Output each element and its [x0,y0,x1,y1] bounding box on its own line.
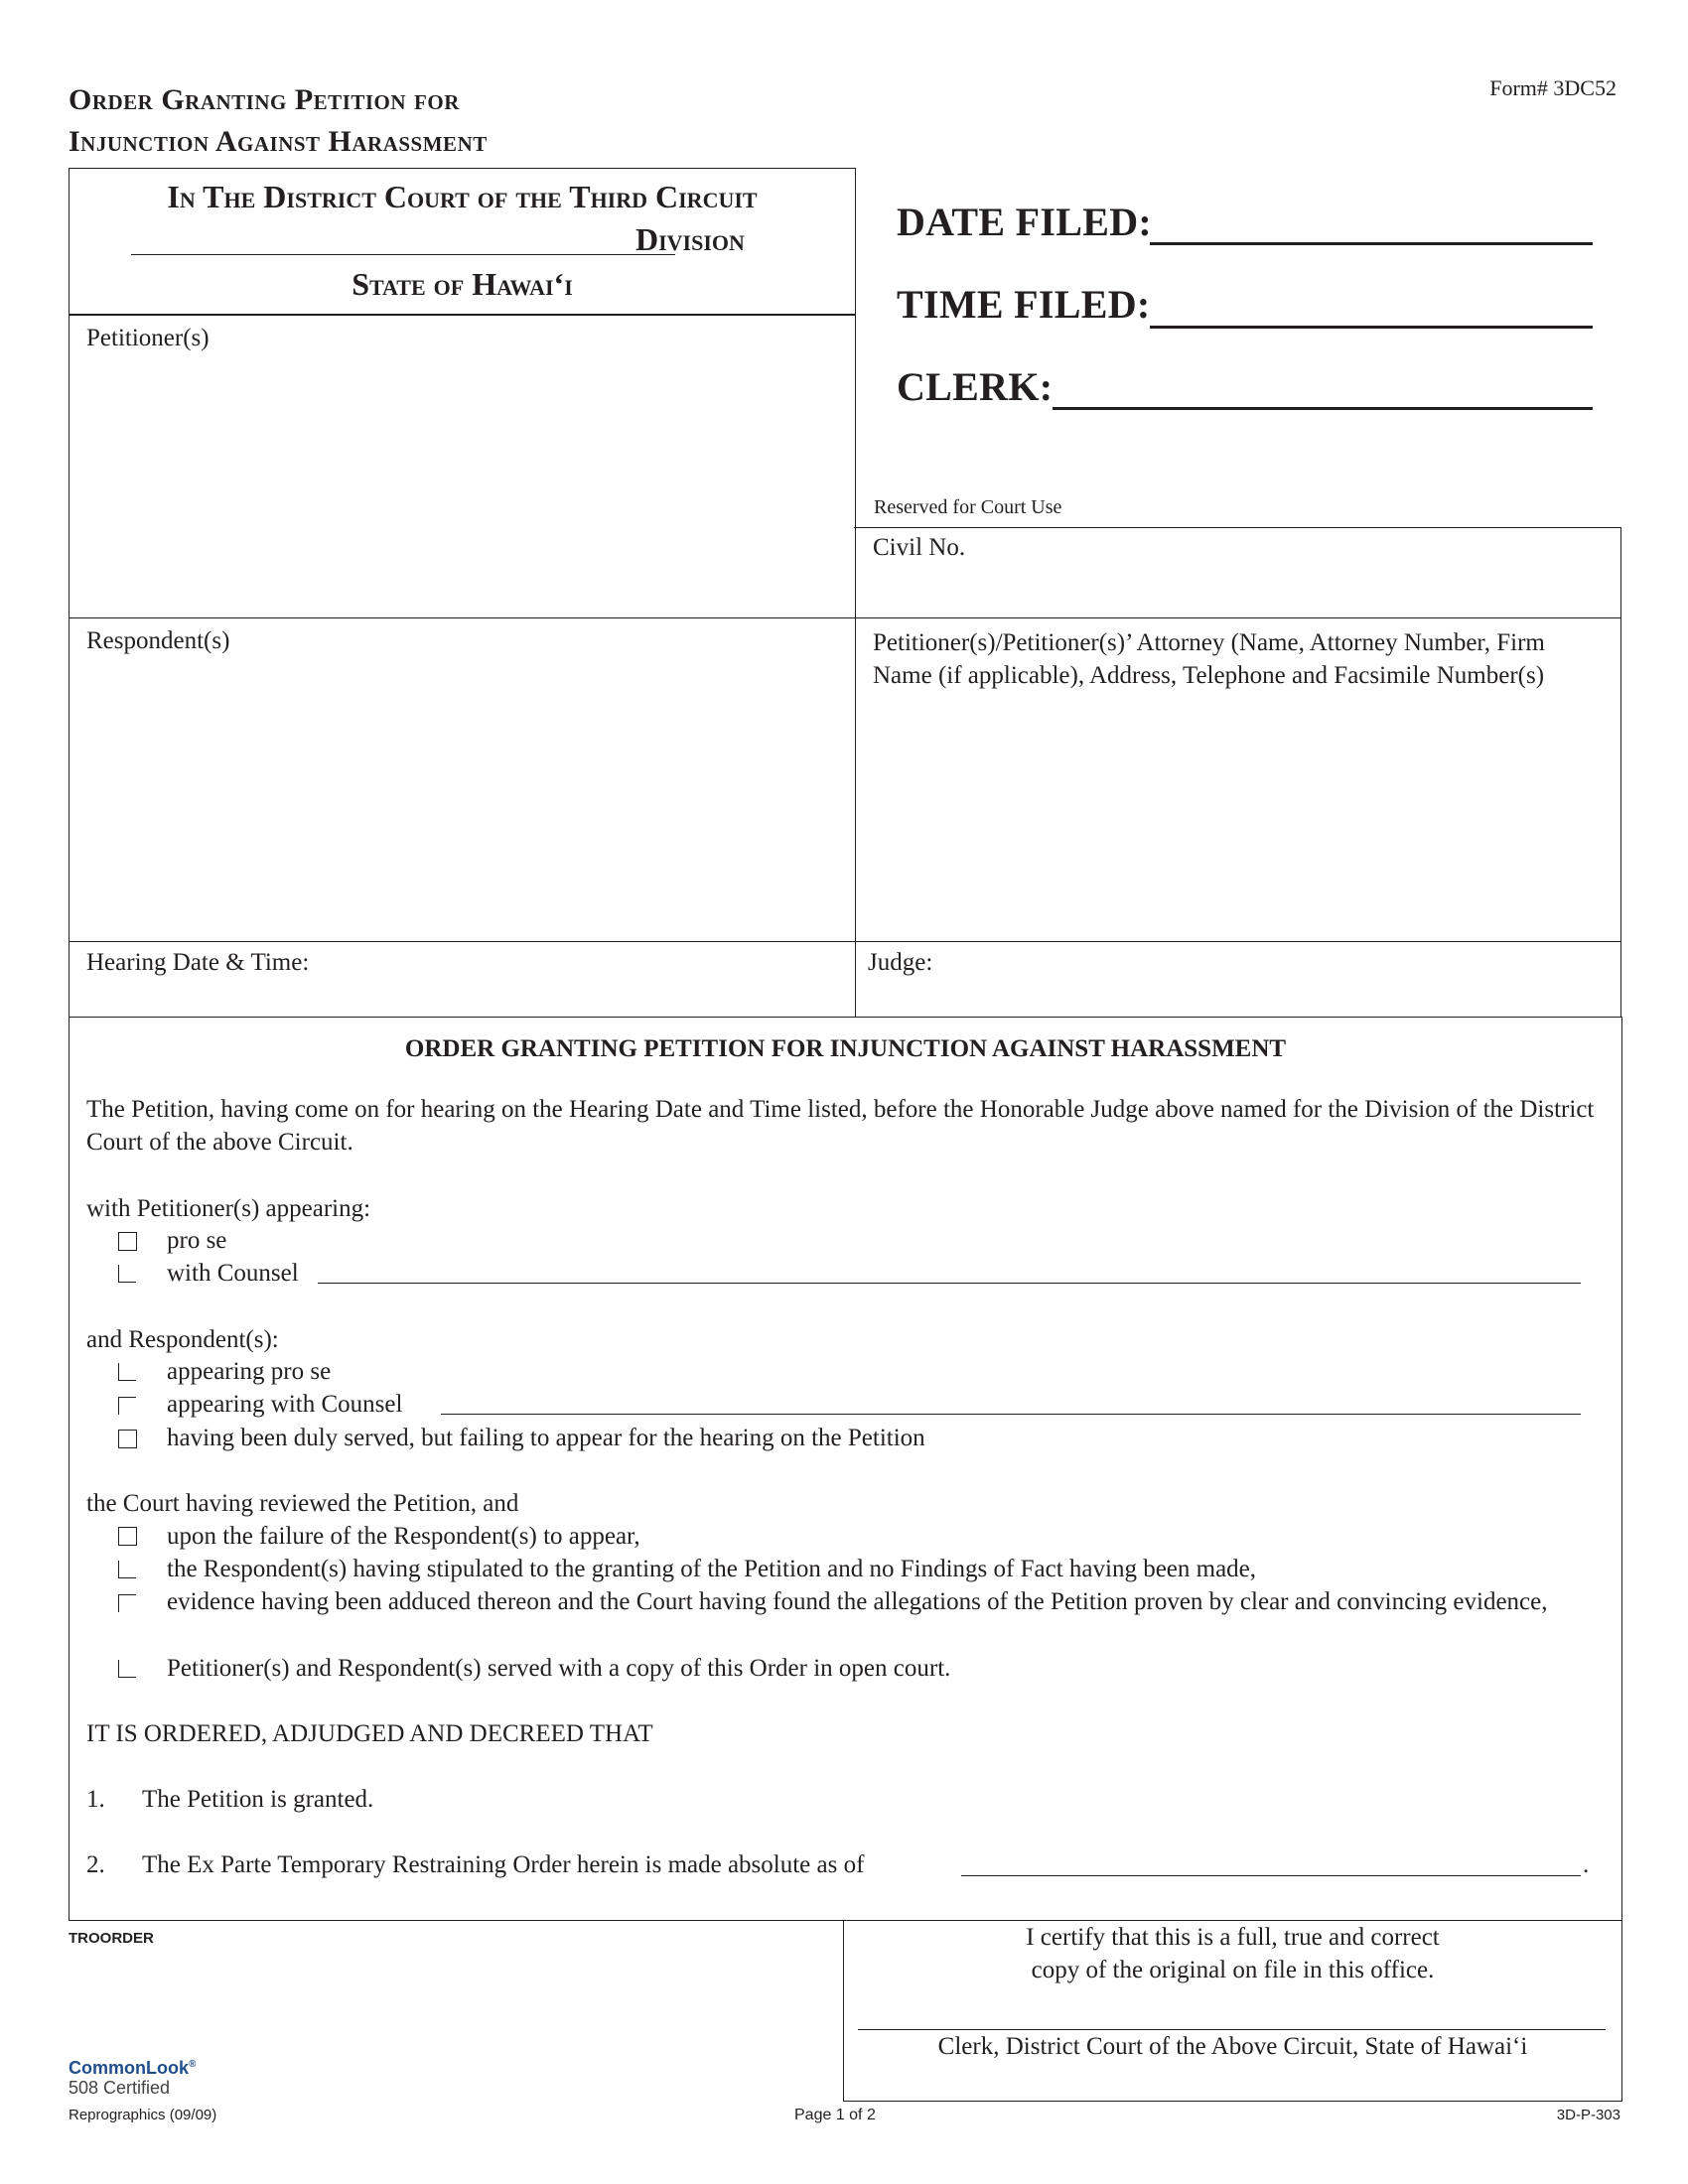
hearing-label: Hearing Date & Time: [86,949,310,976]
judge-box[interactable] [854,941,1621,1018]
attorney-box[interactable] [854,616,1621,942]
division-blank[interactable] [131,254,675,255]
with-counsel-checkbox[interactable] [118,1265,136,1283]
item-1-number: 1. [86,1786,105,1813]
reason-3-checkbox[interactable] [118,1594,136,1612]
reserved-label: Reserved for Court Use [874,496,1062,518]
respondents-label: and Respondent(s): [86,1326,279,1353]
troorder-code: TROORDER [69,1930,154,1947]
item-2-date-line[interactable] [961,1875,1581,1876]
state-name: State of Hawaiʻi [352,266,573,302]
item-1-text: The Petition is granted. [142,1786,374,1813]
date-filed-line[interactable] [1150,242,1593,245]
petitioner-appearing-label: with Petitioner(s) appearing: [86,1195,371,1222]
reprographics-label: Reprographics (09/09) [69,2107,217,2123]
form-code: 3D-P-303 [1556,2107,1620,2123]
appearing-with-counsel-line[interactable] [441,1414,1581,1415]
pro-se-checkbox[interactable] [118,1232,137,1251]
court-reviewed-label: the Court having reviewed the Petition, and [86,1490,519,1517]
order-heading: ORDER GRANTING PETITION FOR INJUNCTION AGAINST HARASSMENT [404,1035,1287,1062]
reason-1-checkbox[interactable] [118,1527,137,1546]
civil-no-label: Civil No. [873,534,966,561]
reason-4-checkbox[interactable] [118,1660,136,1678]
court-name: In The District Court of the Third Circuit [167,179,758,214]
item-2-period: . [1583,1851,1590,1878]
with-counsel-line[interactable] [318,1283,1581,1284]
item-2-text: The Ex Parte Temporary Restraining Order herein is made absolute as of [142,1851,865,1878]
certify-line-2: copy of the original on file in this office. [1031,1957,1435,1983]
with-counsel-label: with Counsel [167,1260,299,1287]
date-filed-label: DATE FILED: [897,200,1153,244]
petitioner-label: Petitioner(s) [86,325,210,351]
appearing-with-counsel-checkbox[interactable] [118,1397,136,1415]
ordered-heading: IT IS ORDERED, ADJUDGED AND DECREED THAT [86,1720,653,1747]
failing-to-appear-checkbox[interactable] [118,1430,137,1448]
registered-mark: ® [189,2059,197,2070]
reason-3-label: evidence having been adduced thereon and the Court having found the allegations of the Petition proven by clear and convincing evidence, [167,1588,1548,1615]
appearing-pro-se-checkbox[interactable] [118,1363,136,1381]
form-number: Form# 3DC52 [1489,75,1617,100]
time-filed-line[interactable] [1150,326,1593,329]
failing-to-appear-label: having been duly served, but failing to appear for the hearing on the Petition [167,1425,925,1451]
reason-2-checkbox[interactable] [118,1561,136,1578]
reason-4-label: Petitioner(s) and Respondent(s) served with a copy of this Order in open court. [167,1655,951,1682]
clerk-signature-line[interactable] [858,2029,1606,2030]
petitioner-box[interactable] [69,314,856,618]
clerk-line[interactable] [1053,407,1593,410]
reason-2-label: the Respondent(s) having stipulated to the granting of the Petition and no Findings of Fact having been made, [167,1556,1257,1582]
reason-1-label: upon the failure of the Respondent(s) to appear, [167,1523,640,1550]
order-intro: The Petition, having come on for hearing on the Hearing Date and Time listed, before the Honorable Judge above named for the Division of the District Court of the above Circuit. [86,1096,1595,1156]
respondent-label: Respondent(s) [86,627,230,654]
time-filed-label: TIME FILED: [897,282,1151,327]
appearing-with-counsel-label: appearing with Counsel [167,1391,403,1418]
commonlook-logo [69,2055,196,2098]
page-number: Page 1 of 2 [794,2107,876,2123]
judge-label: Judge: [868,949,933,976]
item-2-number: 2. [86,1851,105,1878]
clerk-signature-label: Clerk, District Court of the Above Circuit, State of Hawaiʻi [937,2033,1528,2060]
certified-label: 508 Certified [69,2078,171,2098]
division-label: Division [635,221,745,257]
hearing-box[interactable] [69,941,856,1018]
clerk-label: CLERK: [897,364,1054,409]
court-box [69,168,856,316]
commonlook-name: CommonLook [69,2058,189,2078]
respondent-box[interactable] [69,616,856,942]
attorney-label: Petitioner(s)/Petitioner(s)’ Attorney (Name, Attorney Number, Firm Name (if applicable), Address, Telephone and Facsimile Number(s) [873,629,1545,689]
certification-box [843,1920,1622,2102]
appearing-pro-se-label: appearing pro se [167,1358,332,1385]
title-line-1: Order Granting Petition for [69,83,460,116]
civil-no-box[interactable] [854,527,1621,618]
certify-line-1: I certify that this is a full, true and correct [1026,1924,1440,1951]
pro-se-label: pro se [167,1227,227,1254]
document-title [69,79,488,163]
title-line-2: Injunction Against Harassment [69,125,488,158]
